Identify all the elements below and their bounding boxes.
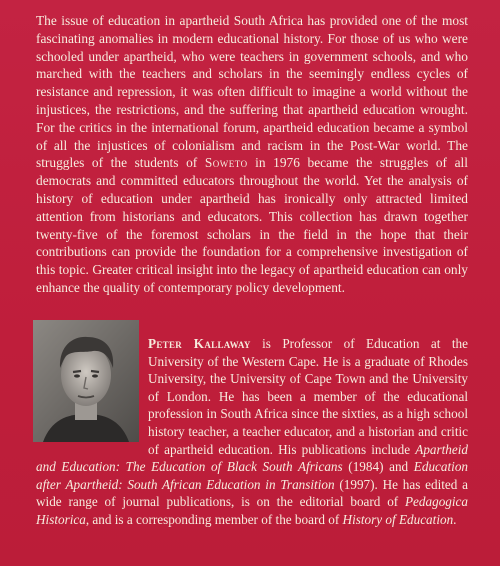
intro-paragraph (36, 12, 468, 297)
bio-year-2: (1997). He has edited a wide range of journal publications, is on the editorial board of (36, 476, 468, 510)
author-bio (36, 335, 468, 529)
bio-text-part1: is Professor of Education at the University of the Western Cape. He is a graduate of Rhodes University, the University of Cape Town and the University of London. He has been a member of the educational profession in South Africa since the sixties, as a high school history teacher, a teacher educator, and a historian and critic of apartheid education. His publications include (148, 336, 468, 457)
intro-text-part2: in 1976 became the struggles of all democrats and committed educators throughout the world. Yet the analysis of history of education under apartheid has ironically only attracted limited attention from historians and educators. This collection has drawn together twenty-five of the foremost scholars in the field in the hope that their contributions can provide the foundation for a comprehensive investigation of this topic. Greater critical insight into the legacy of apartheid education can only enhance the quality of contemporary policy development. (36, 155, 468, 295)
bio-end: . (453, 511, 457, 527)
journal-title-1: Pedagogica Historica (36, 494, 468, 527)
book-title-2: Education after Apartheid: South African Education in Transition (36, 459, 469, 492)
book-title-1: Apartheid and Education: The Education of Black South Africans (36, 441, 469, 475)
journal-title-2: History of Education (342, 511, 454, 527)
author-name: Peter Kallaway (148, 336, 251, 351)
bio-year-1: (1984) and (348, 459, 409, 475)
bio-text-part2: , and is a corresponding member of the board of (85, 511, 340, 527)
soweto-term: Soweto (204, 155, 248, 171)
photo-spacer (36, 335, 148, 441)
intro-text-part1: The issue of education in apartheid South Africa has provided one of the most fascinating anomalies in modern educational history. For those of us who were schooled under apartheid, who were teachers in government schools, and who marched with the teachers and scholars in the seemingly endless cycles of resistance and repression, it was often difficult to imagine a world without the injustices, the restrictions, and the suffering that apartheid education wrought. For the critics in the international forum, apartheid education became a symbol of all the injustices of colonialism and racism in the Post-War world. The struggles of the students of (36, 13, 468, 171)
